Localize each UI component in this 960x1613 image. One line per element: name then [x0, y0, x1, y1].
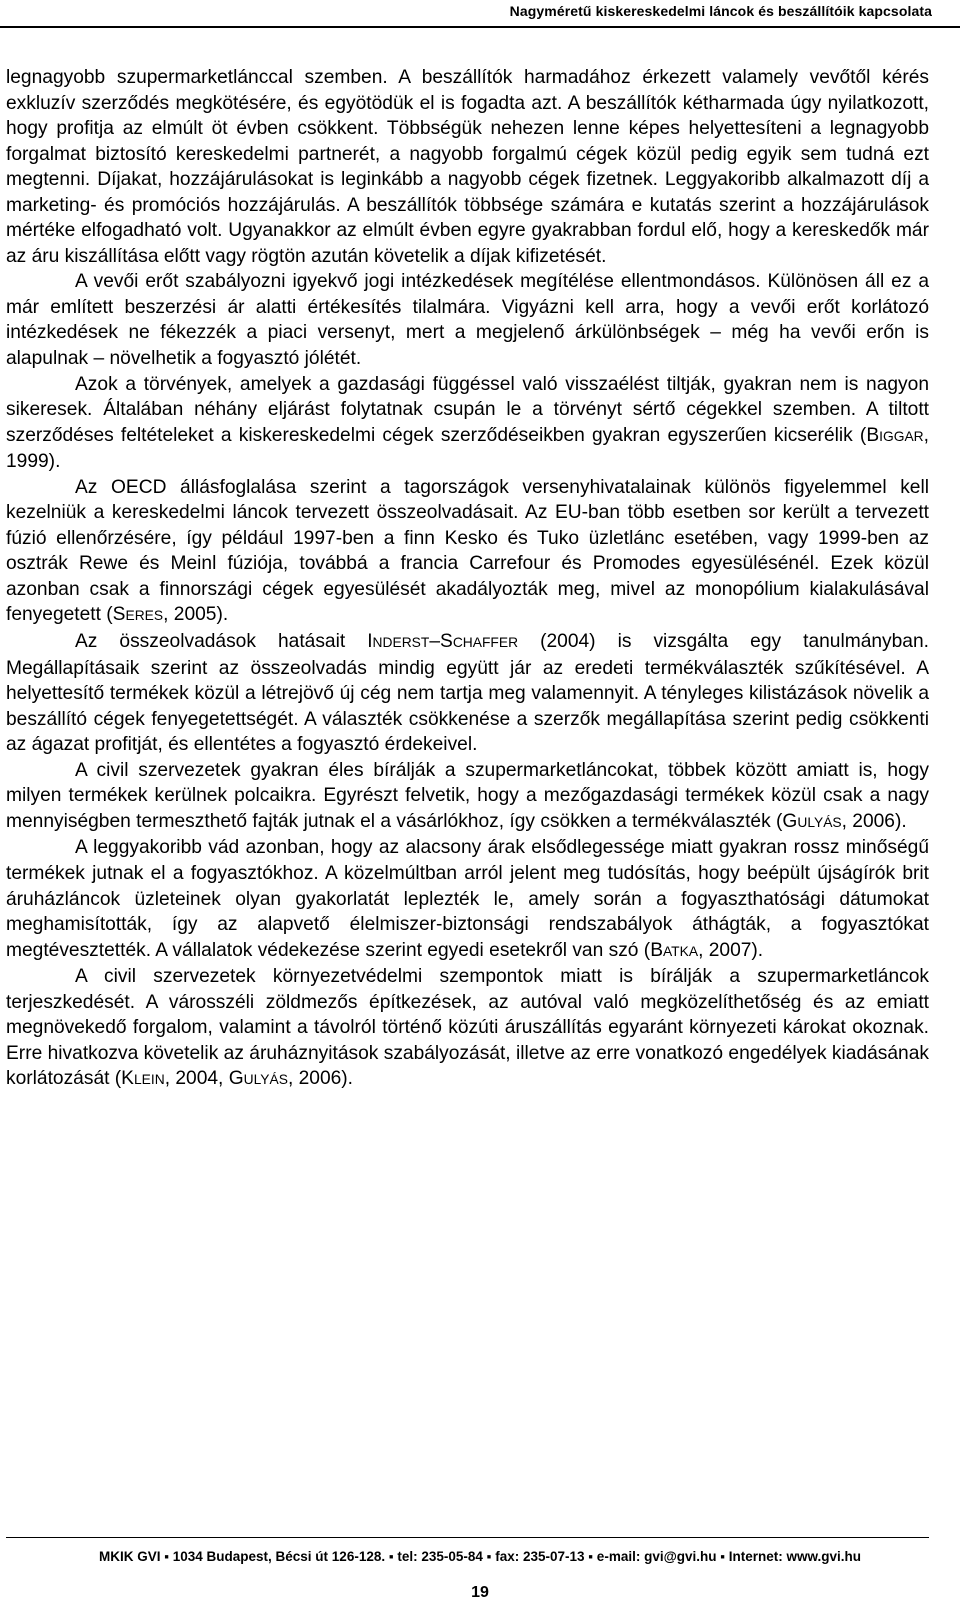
citation-biggar: [866, 425, 923, 446]
citation-batka: [650, 940, 698, 961]
author1-rest: LEIN: [133, 1071, 165, 1088]
citation-gulyas: [229, 1068, 288, 1089]
paragraph-8-text: A civil szervezetek környezetvédelmi szempontok miatt is bírálják a szupermarketláncok terjeszkedését. A városszéli zöldmezős építkezések, az autóval való megközelíthetőség és az emiatt megnövekedő forgalom, valamint a távolról történő közúti áruszállítás egyaránt környezeti károkat okoznak. Erre hivatkozva követelik az áruháznyitások szabályozását, illetve az erre vonatkozó engedélyek kiadásának korlátozását (: [6, 966, 929, 1090]
paragraph-7: [6, 835, 929, 964]
author1-rest: NDERST: [372, 634, 430, 651]
author-initial: B: [866, 424, 880, 446]
paragraph-4: [6, 475, 929, 629]
paragraph-7-text: A leggyakoribb vád azonban, hogy az alacsony árak elsődlegessége miatt gyakran rossz minőségű termékek jutnak el a fogyasztókhoz. A közelmúltban arról jelent meg tudósítás, hogy beépült újságírók brit áruházláncok üzleteinek olyan gyakorlatát leplezték le, amely során a fogyaszthatósági dátumokat meghamisították, így az alapvető élelmiszer-biztonsági rendszabályok áthágták, a fogyasztókat megtévesztették. A vállalatok védekezése szerint egyedi esetekről van szó (: [6, 837, 929, 961]
paragraph-3: [6, 372, 929, 475]
paragraph-6-text: A civil szervezetek gyakran éles bírálják a szupermarketláncokat, többek között amiatt is, hogy milyen termékek kerülnek polcaikra. Egyrészt felvetik, hogy a mezőgazdasági termékek közül csak a nagy mennyiségben termeszthető fajták jutnak el a vásárlókhoz, így csökken a termékválaszték (: [6, 759, 929, 832]
citation-gulyas: [782, 811, 841, 832]
author-rest: ERES: [125, 607, 164, 624]
paragraph-6: [6, 758, 929, 836]
author-rest: ATKA: [663, 942, 699, 959]
citation-year: , 2005).: [163, 604, 229, 626]
author-rest: IGGAR: [879, 427, 924, 444]
author2-initial: G: [228, 1068, 244, 1090]
footer-contact: MKIK GVI ▪ 1034 Budapest, Bécsi út 126-128. ▪ tel: 235-05-84 ▪ fax: 235-07-13 ▪ e-mail: gvi@gvi.hu ▪ Internet: www.gvi.hu: [98, 1549, 862, 1564]
citation-seres: [113, 604, 163, 625]
paragraph-2-text: A vevői erőt szabályozni igyekvő jogi intézkedések megítélése ellentmondásos. Különösen áll ez a már említett beszerzési ár alatti értékesítés tilalmára. Vigyázni kell arra, hogy a vevői erőt korlátozó intézkedések ne fékezzék a piaci versenyt, mert a megjelenő árkülönbségek – még ha vevői erőn is alapulnak – növelhetik a fogyasztó jólétét.: [6, 271, 929, 370]
author-rest: ULYÁS: [797, 813, 842, 830]
paragraph-5: [6, 629, 929, 758]
citation-year: , 2007).: [698, 939, 764, 961]
paragraph-3-text: Azok a törvények, amelyek a gazdasági függéssel való visszaélést tiltják, gyakran nem is nagyon sikeresek. Általában néhány eljárást folytatnak csupán le a törvényt sértő cégekkel szemben. A tiltott szerződéses feltételeket a kiskereskedelmi cégek szerződéseikben gyakran egyszerűen kicserélik (: [6, 373, 929, 446]
paragraph-8: [6, 964, 929, 1093]
paragraph-5-rest: (2004) is vizsgálta egy tanulmányban. Megállapításaik szerint az összeolvadás mindig együtt jár az eredeti termékválaszték szűkítésével. A helyettesítő termékek közül a létrejövő új cég nem tartja meg valamennyit. A tényleges kilistázások növelik a beszállító cégek fenyegetettségét. A választék csökkenése a szerzők megállapítása szerint pedig csökkenti az ágazat profitját, és ellentétes a fogyasztó érdekeivel.: [6, 631, 929, 756]
footer-rule: [6, 1537, 929, 1538]
author2-rest: ULYÁS: [243, 1071, 288, 1088]
paragraph-1: [6, 65, 929, 269]
author-dash: –: [429, 631, 441, 653]
author-initial: S: [112, 604, 126, 626]
author1-initial: K: [121, 1068, 134, 1090]
running-title: Nagyméretű kiskereskedelmi láncok és beszállítóik kapcsolata: [509, 3, 932, 19]
author2-initial: S: [440, 631, 453, 653]
page-header: [0, 0, 960, 30]
author-initial: B: [650, 939, 663, 961]
citation-klein: [121, 1068, 165, 1089]
citation-year: , 2006).: [841, 810, 907, 832]
body-text: [6, 65, 929, 1093]
paragraph-2: [6, 269, 929, 371]
paragraph-5-text: Az összeolvadások hatásait: [75, 631, 368, 653]
paragraph-1-text: legnagyobb szupermarketlánccal szemben. A beszállítók harmadához érkezett valamely vevőtől kérés exkluzív szerződés megkötésére, és egyötödük el is fogadta azt. A beszállítók kétharmada úgy nyilatkozott, hogy profitja az elmúlt öt évben csökkent. Többségük nehezen lenne képes helyettesíteni a legnagyobb forgalmat biztosító kereskedelmi partnerét, a nagyobb forgalmú cégek közül pedig egyik sem tudná ezt megtenni. Díjakat, hozzájárulásokat is leginkább a nagyobb cégek fizetnek. Leggyakoribb alkalmazott díj a marketing- és promóciós hozzájárulás. A beszállítók többsége számára e kutatás szerint a hozzájárulások mértéke elfogadható volt. Ugyanakkor az elmúlt évben egyre gyakrabban fordul elő, hogy a kereskedők már az áru kiszállítása előtt vagy rögtön azután követelik a díjak kifizetését.: [6, 67, 929, 267]
paragraph-4-text: Az OECD állásfoglalása szerint a tagországok versenyhivatalainak különös figyelemmel kell kezelniük a kereskedelmi láncok tervezett összeolvadásait. Az EU-ban több esetben sor került a tervezett fúzió ellenőrzésére, így például 1997-ben a finn Kesko és Tuko üzletlánc esetében, vagy 1999-ben az osztrák Rewe és Meinl fúziója, továbbá a francia Carrefour és Promodes egyesülésénél. Ezek közül azonban csak a finnországi cégek egyesülését akadályozták meg, mivel az monopólium kialakulásával fenyegetett (: [6, 476, 929, 626]
citation-year: , 1999).: [6, 424, 929, 473]
author2-rest: CHAFFER: [452, 634, 519, 651]
author-initial: G: [782, 810, 798, 832]
page-number: 19: [471, 1584, 489, 1601]
header-rule: [0, 26, 960, 28]
citation-inderst-schaffer: [367, 631, 518, 652]
citation-year: , 2006).: [287, 1068, 354, 1090]
citation-mid: , 2004,: [164, 1068, 229, 1090]
author1-initial: I: [367, 631, 373, 653]
